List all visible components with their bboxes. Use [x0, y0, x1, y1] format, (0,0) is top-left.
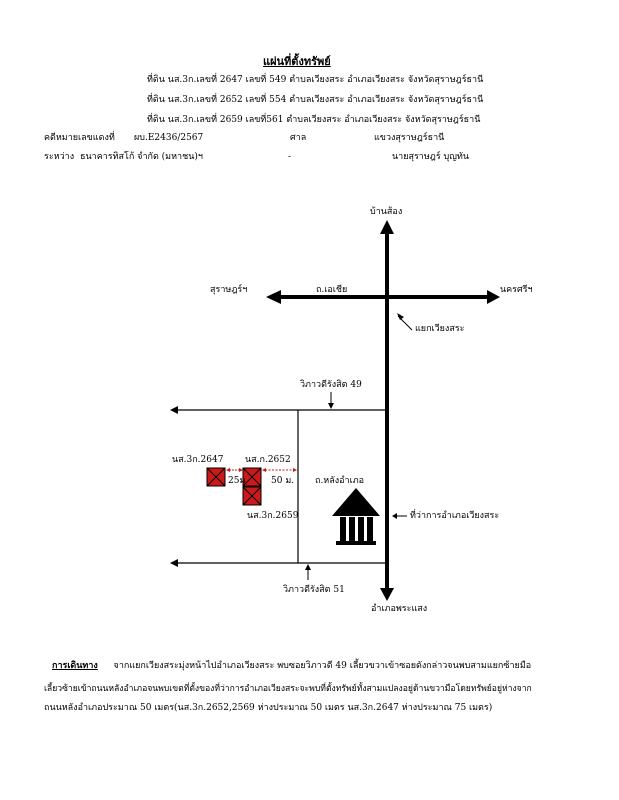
soi-51-pointer-head [305, 564, 311, 570]
plot-2652 [243, 468, 261, 486]
label-district-office: ที่ว่าการอำเภอเวียงสระ [410, 511, 500, 521]
soi-49-arrowhead [170, 406, 178, 414]
directions-line-3: ถนนหลังอำเภอประมาณ 50 เมตร(นส.3ก.2652,2569 ห่างประมาณ 50 เมตร นส.3ก.2647 ห่างประมาณ 75 เมตร) [44, 703, 493, 713]
plot-2647 [207, 468, 225, 486]
label-plot-2652: นส.ก.2652 [245, 455, 291, 465]
party-separator: - [288, 152, 292, 162]
label-back-road: ถ.หลังอำเภอ [315, 476, 365, 486]
label-soi-51: วิภาวดีรังสิต 51 [283, 585, 345, 595]
label-east-nakhon: นครศรีฯ [500, 285, 533, 295]
directions-line-2: เลี้ยวซ้ายเข้าถนนหลังอำเภอจนพบเขตที่ตั้งของที่ว่าการอำเภอเวียงสระจะพบที่ตั้งทรัพย์ทั้งสามแปลงอยู่ด้านขวามือโดยทรัพย์อยู่ห่างจาก [44, 684, 532, 694]
deed-line-3: ที่ดิน นส.3ก.เลขที่ 2659 เลขที่561 ตำบลเวียงสระ อำเภอเวียงสระ จังหวัดสุราษฎร์ธานี [147, 115, 481, 125]
distance-50m-arrow [262, 468, 297, 472]
south-arrowhead [380, 588, 394, 601]
north-arrowhead [380, 220, 394, 234]
plaintiff-name: ธนาคารทิสโก้ จำกัด (มหาชน)ฯ [80, 152, 203, 162]
west-arrowhead [266, 290, 281, 304]
label-north-ban-song: บ้านส้อง [370, 207, 403, 217]
plot-2659 [243, 487, 261, 505]
directions-line-1 [52, 660, 531, 672]
deed-line-2: ที่ดิน นส.3ก.เลขที่ 2652 เลขที่ 554 ตำบลเวียงสระ อำเภอเวียงสระ จังหวัดสุราษฎร์ธานี [147, 95, 484, 105]
case-label: คดีหมายเลขแดงที่ [44, 133, 115, 143]
court-label: ศาล [290, 133, 307, 143]
label-soi-49: วิภาวดีรังสิต 49 [300, 380, 362, 390]
directions-text-1: จากแยกเวียงสระมุ่งหน้าไปอำเภอเวียงสระ พบซอยวิภาวดี 49 เลี้ยวขวาเข้าซอยดังกล่าวจนพบสามแยกซ้ายมือ [113, 661, 532, 671]
soi-51-arrowhead [170, 559, 178, 567]
label-south-phrasaeng: อำเภอพระแสง [371, 604, 428, 614]
page-title: แผ่นที่ตั้งทรัพย์ [263, 55, 331, 68]
directions-label: การเดินทาง [52, 661, 98, 671]
case-number: ผบ.E2436/2567 [134, 133, 204, 143]
deed-line-1: ที่ดิน นส.3ก.เลขที่ 2647 เลขที่ 549 ตำบลเวียงสระ อำเภอเวียงสระ จังหวัดสุราษฎร์ธานี [147, 75, 484, 85]
label-dist-25: 25ม [228, 476, 246, 486]
label-junction: แยกเวียงสระ [415, 324, 465, 334]
label-plot-2659: นส.3ก.2659 [247, 511, 299, 521]
east-arrowhead [487, 290, 500, 304]
between-label: ระหว่าง [44, 152, 75, 162]
distance-25m-arrow [226, 468, 243, 472]
label-plot-2647: นส.3ก.2647 [172, 455, 224, 465]
court-name: แขวงสุราษฎร์ธานี [374, 133, 445, 143]
district-office-icon [332, 488, 380, 545]
soi-49-pointer-head [328, 403, 334, 409]
label-asia-road: ถ.เอเชีย [316, 285, 348, 295]
label-dist-50: 50 ม. [271, 476, 295, 486]
office-pointer-head [392, 513, 397, 519]
defendant-name: นายสุราษฎร์ บุญทัน [392, 152, 469, 162]
label-west-surat: สุราษฎร์ฯ [210, 285, 248, 295]
